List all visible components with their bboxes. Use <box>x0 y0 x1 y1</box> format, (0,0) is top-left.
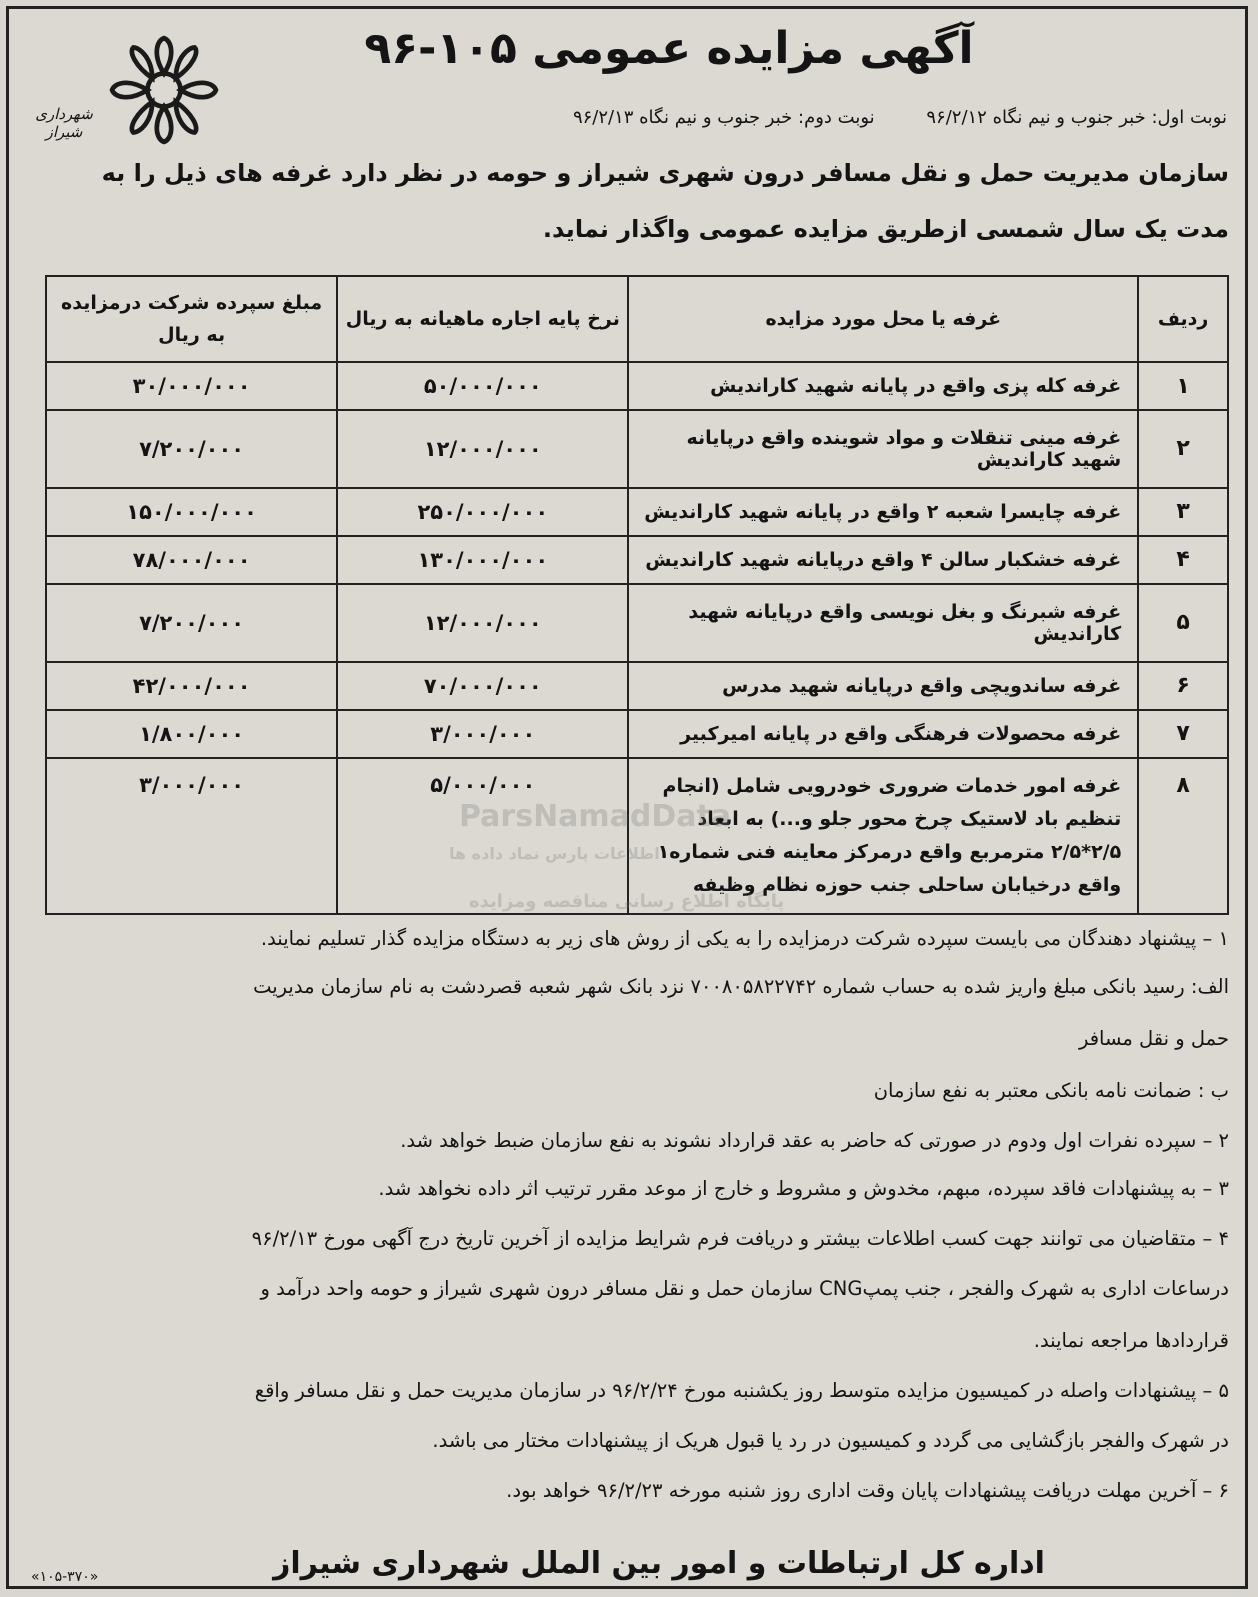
row-item: غرفه چایسرا شعبه ۲ واقع در پایانه شهید کاراندیش <box>628 488 1138 536</box>
logo-city-text: شهرداری شیراز <box>35 105 93 141</box>
table-row <box>46 584 1228 662</box>
row-rent: ۷۰/۰۰۰/۰۰۰ <box>337 662 628 710</box>
header-deposit: مبلغ سپرده شرکت درمزایده به ریال <box>46 276 337 362</box>
watermark-line: پایگاه اطلاع رسانی مناقصه ومزایده <box>469 891 785 912</box>
condition-4: ۴ – متقاضیان می توانند جهت کسب اطلاعات بیشتر و دریافت فرم شرایط مزایده از آخرین تاریخ درج آگهی مورخ ۹۶/۲/۱۳ <box>251 1227 1229 1250</box>
watermark-brand: ParsNamadData <box>459 799 732 834</box>
condition-5-cont: در شهرک والفجر بازگشایی می گردد و کمیسیون در رد یا قبول هریک از پیشنهادات مختار می باشد. <box>432 1429 1229 1452</box>
row-deposit: ۳/۰۰۰/۰۰۰ <box>46 758 337 914</box>
row-deposit: ۳۰/۰۰۰/۰۰۰ <box>46 362 337 410</box>
row-item: غرفه محصولات فرهنگی واقع در پایانه امیرکبیر <box>628 710 1138 758</box>
row-deposit: ۷/۲۰۰/۰۰۰ <box>46 584 337 662</box>
table-row <box>46 410 1228 488</box>
publish-second: نوبت دوم: خبر جنوب و نیم نگاه ۹۶/۲/۱۳ <box>572 107 875 128</box>
row-number: ۲ <box>1138 410 1228 488</box>
row-number: ۸ <box>1138 758 1228 914</box>
row-item-line: تنظیم باد لاستیک چرخ محور جلو و...) به ابعاد <box>697 808 1122 830</box>
table-header-row <box>46 276 1228 362</box>
page-title: آگهی مزایده عمومی ۱۰۵-۹۶ <box>364 23 974 74</box>
row-rent: ۲۵۰/۰۰۰/۰۰۰ <box>337 488 628 536</box>
condition-4-end: قراردادها مراجعه نمایند. <box>1033 1329 1229 1352</box>
header-row-number: ردیف <box>1138 276 1228 362</box>
row-number: ۳ <box>1138 488 1228 536</box>
condition-1a-cont: حمل و نقل مسافر <box>1078 1027 1229 1050</box>
row-rent: ۳/۰۰۰/۰۰۰ <box>337 710 628 758</box>
row-deposit: ۱/۸۰۰/۰۰۰ <box>46 710 337 758</box>
row-deposit: ۷۸/۰۰۰/۰۰۰ <box>46 536 337 584</box>
row-item: غرفه کله پزی واقع در پایانه شهید کاراندیش <box>628 362 1138 410</box>
row-deposit: ۴۲/۰۰۰/۰۰۰ <box>46 662 337 710</box>
signature: اداره کل ارتباطات و امور بین الملل شهرداری شیراز <box>273 1546 1045 1581</box>
header-rent: نرخ پایه اجاره ماهیانه به ریال <box>337 276 628 362</box>
table-row <box>46 536 1228 584</box>
ad-code: «۱۰۵-۳۷۰» <box>31 1569 99 1585</box>
newspaper-ad <box>6 6 1248 1589</box>
row-item: غرفه خشکبار سالن ۴ واقع درپایانه شهید کاراندیش <box>628 536 1138 584</box>
row-rent: ۱۲/۰۰۰/۰۰۰ <box>337 410 628 488</box>
row-rent: ۱۳۰/۰۰۰/۰۰۰ <box>337 536 628 584</box>
table-row <box>46 488 1228 536</box>
header-item: غرفه یا محل مورد مزایده <box>628 276 1138 362</box>
intro-line-2: مدت یک سال شمسی ازطریق مزایده عمومی واگذار نماید. <box>542 215 1229 243</box>
table-row <box>46 662 1228 710</box>
row-number: ۱ <box>1138 362 1228 410</box>
row-item-line: واقع درخیابان ساحلی جنب حوزه نظام وظیفه <box>692 874 1122 896</box>
row-number: ۶ <box>1138 662 1228 710</box>
table-row <box>46 710 1228 758</box>
condition-1: ۱ – پیشنهاد دهندگان می بایست سپرده شرکت درمزایده را به یکی از روش های زیر به دستگاه مزایده گذار تسلیم نمایند. <box>260 927 1229 950</box>
condition-1a: الف: رسید بانکی مبلغ واریز شده به حساب شماره ۷۰۰۸۰۵۸۲۲۷۴۲ نزد بانک شهر شعبه قصردشت به نام سازمان مدیریت <box>253 975 1229 998</box>
condition-1b: ب : ضمانت نامه بانکی معتبر به نفع سازمان <box>873 1079 1229 1102</box>
row-rent: ۱۲/۰۰۰/۰۰۰ <box>337 584 628 662</box>
condition-3: ۳ – به پیشنهادات فاقد سپرده، مبهم، مخدوش و مشروط و خارج از موعد مقرر ترتیب اثر داده نخواهد شد. <box>378 1177 1229 1200</box>
row-rent: ۵۰/۰۰۰/۰۰۰ <box>337 362 628 410</box>
row-item-line: غرفه امور خدمات ضروری خودرویی شامل (انجام <box>662 775 1122 797</box>
condition-4-cont: درساعات اداری به شهرک والفجر ، جنب پمپCNG سازمان حمل و نقل مسافر درون شهری شیراز و حومه واحد درآمد و <box>260 1277 1229 1300</box>
row-item: غرفه ساندویچی واقع درپایانه شهید مدرس <box>628 662 1138 710</box>
condition-5: ۵ – پیشنهادات واصله در کمیسیون مزایده متوسط روز یکشنبه مورخ ۹۶/۲/۲۴ در سازمان مدیریت حمل و نقل مسافر واقع <box>254 1379 1229 1402</box>
condition-2: ۲ – سپرده نفرات اول ودوم در صورتی که حاضر به عقد قرارداد نشوند به نفع سازمان ضبط خواهد شد. <box>400 1129 1229 1152</box>
condition-6: ۶ – آخرین مهلت دریافت پیشنهادات پایان وقت اداری روز شنبه مورخه ۹۶/۲/۲۳ خواهد بود. <box>506 1479 1229 1502</box>
watermark-line-2: اطلاعات پارس نماد داده ها <box>449 844 660 863</box>
table-row <box>46 362 1228 410</box>
row-deposit: ۷/۲۰۰/۰۰۰ <box>46 410 337 488</box>
shiraz-municipality-logo-icon <box>105 31 223 149</box>
publication-info <box>527 107 1227 128</box>
row-number: ۵ <box>1138 584 1228 662</box>
intro-line-1: سازمان مدیریت حمل و نقل مسافر درون شهری شیراز و حومه در نظر دارد غرفه های ذیل را به <box>101 159 1229 187</box>
row-item: غرفه مینی تنقلات و مواد شوینده واقع درپایانه شهید کاراندیش <box>628 410 1138 488</box>
row-deposit: ۱۵۰/۰۰۰/۰۰۰ <box>46 488 337 536</box>
row-item: غرفه شبرنگ و بغل نویسی واقع درپایانه شهید کاراندیش <box>628 584 1138 662</box>
publish-first: نوبت اول: خبر جنوب و نیم نگاه ۹۶/۲/۱۲ <box>926 107 1227 128</box>
row-item-line: ۲/۵*۲/۵ مترمربع واقع درمرکز معاینه فنی شماره۱ <box>657 841 1122 863</box>
row-number: ۴ <box>1138 536 1228 584</box>
row-rent: ۵/۰۰۰/۰۰۰ <box>337 758 628 914</box>
row-number: ۷ <box>1138 710 1228 758</box>
